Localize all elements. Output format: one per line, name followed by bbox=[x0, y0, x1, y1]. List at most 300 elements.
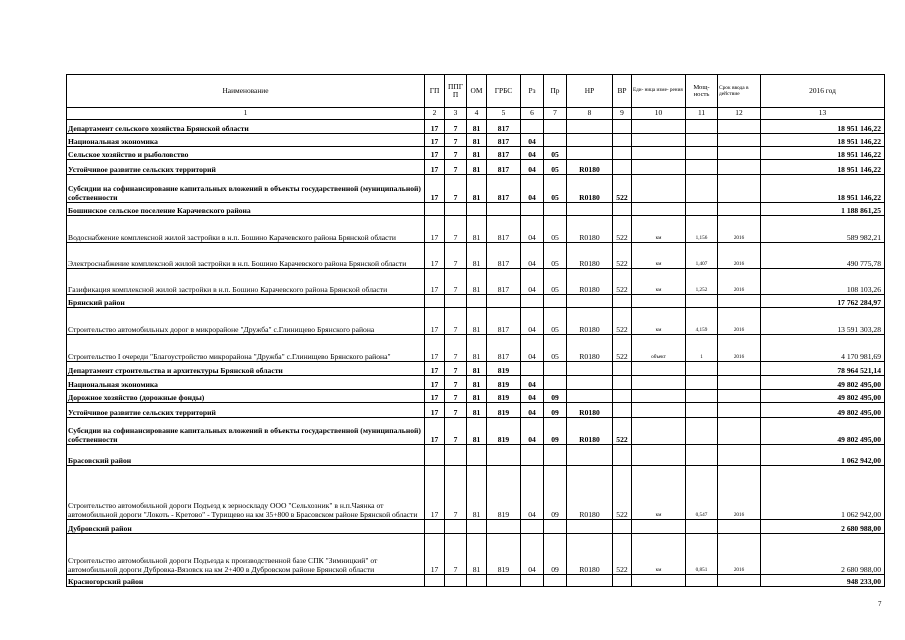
cell-vr bbox=[613, 445, 632, 466]
cell-name: Газификация комплексной жилой застройки в н.п. Бошино Карачевского района Брянской области bbox=[67, 269, 425, 295]
column-number: 1 bbox=[67, 108, 425, 120]
cell-grbs: 817 bbox=[487, 335, 521, 362]
cell-power: 1 bbox=[686, 335, 718, 362]
cell-om bbox=[467, 575, 487, 587]
cell-power: 0,851 bbox=[686, 534, 718, 575]
cell-amount: 13 591 303,28 bbox=[761, 308, 885, 335]
table-row bbox=[67, 575, 885, 587]
cell-term: 2016 bbox=[718, 269, 761, 295]
cell-power bbox=[686, 147, 718, 160]
cell-gp: 17 bbox=[425, 147, 445, 160]
cell-term bbox=[718, 295, 761, 308]
cell-amount: 17 762 284,97 bbox=[761, 295, 885, 308]
table-row bbox=[67, 216, 885, 243]
header-term: Срок ввода в действие bbox=[718, 75, 761, 108]
cell-om: 81 bbox=[467, 390, 487, 403]
cell-term: 2016 bbox=[718, 534, 761, 575]
cell-pr: 05 bbox=[544, 160, 567, 175]
column-number: 6 bbox=[521, 108, 544, 120]
cell-ppgp: 7 bbox=[445, 403, 467, 418]
cell-ppgp: 7 bbox=[445, 534, 467, 575]
cell-nr bbox=[567, 134, 613, 147]
column-number: 13 bbox=[761, 108, 885, 120]
cell-unit bbox=[632, 147, 686, 160]
header-unit: Еди- ница изме- рения bbox=[632, 75, 686, 108]
cell-vr bbox=[613, 575, 632, 587]
cell-rz: 04 bbox=[521, 390, 544, 403]
cell-rz: 04 bbox=[521, 175, 544, 203]
cell-nr: R0180 bbox=[567, 160, 613, 175]
cell-om: 81 bbox=[467, 147, 487, 160]
table-row bbox=[67, 175, 885, 203]
cell-nr: R0180 bbox=[567, 403, 613, 418]
cell-nr: R0180 bbox=[567, 269, 613, 295]
cell-power: 1,407 bbox=[686, 243, 718, 269]
cell-rz bbox=[521, 445, 544, 466]
cell-power: 0,547 bbox=[686, 466, 718, 520]
cell-vr: 522 bbox=[613, 466, 632, 520]
cell-nr bbox=[567, 445, 613, 466]
cell-ppgp: 7 bbox=[445, 175, 467, 203]
cell-nr: R0180 bbox=[567, 335, 613, 362]
cell-grbs: 817 bbox=[487, 175, 521, 203]
cell-pr bbox=[544, 376, 567, 390]
cell-nr bbox=[567, 520, 613, 534]
header-nr: НР bbox=[567, 75, 613, 108]
table-row bbox=[67, 308, 885, 335]
cell-amount: 2 680 988,00 bbox=[761, 520, 885, 534]
cell-gp: 17 bbox=[425, 243, 445, 269]
cell-unit bbox=[632, 175, 686, 203]
cell-nr: R0180 bbox=[567, 216, 613, 243]
header-rz: Рз bbox=[521, 75, 544, 108]
cell-gp: 17 bbox=[425, 390, 445, 403]
cell-rz: 04 bbox=[521, 147, 544, 160]
cell-name: Департамент сельского хозяйства Брянской области bbox=[67, 120, 425, 134]
cell-gp: 17 bbox=[425, 376, 445, 390]
cell-grbs: 819 bbox=[487, 534, 521, 575]
column-number: 8 bbox=[567, 108, 613, 120]
cell-om: 81 bbox=[467, 335, 487, 362]
cell-term bbox=[718, 160, 761, 175]
cell-gp bbox=[425, 203, 445, 216]
header-row bbox=[67, 75, 885, 108]
cell-amount: 18 951 146,22 bbox=[761, 134, 885, 147]
cell-power bbox=[686, 376, 718, 390]
cell-gp bbox=[425, 295, 445, 308]
cell-rz: 04 bbox=[521, 216, 544, 243]
cell-term: 2016 bbox=[718, 308, 761, 335]
cell-gp bbox=[425, 575, 445, 587]
table-row bbox=[67, 362, 885, 376]
cell-om bbox=[467, 520, 487, 534]
cell-term bbox=[718, 134, 761, 147]
cell-om: 81 bbox=[467, 134, 487, 147]
cell-grbs: 817 bbox=[487, 120, 521, 134]
cell-rz bbox=[521, 520, 544, 534]
cell-vr: 522 bbox=[613, 243, 632, 269]
cell-rz: 04 bbox=[521, 418, 544, 445]
cell-name: Строительство автомобильной дороги Подъезда к производственной базе СПК "Зимницкий" от автомобильной дороги Дубровка-Вязовск на км 2+400 в Дубровском районе Брянской области bbox=[67, 534, 425, 575]
cell-power: 1,252 bbox=[686, 269, 718, 295]
cell-grbs: 819 bbox=[487, 403, 521, 418]
cell-nr: R0180 bbox=[567, 243, 613, 269]
cell-name: Субсидии на софинансирование капитальных вложений в объекты государственной (муниципальной) собственности bbox=[67, 418, 425, 445]
cell-rz: 04 bbox=[521, 308, 544, 335]
cell-grbs: 817 bbox=[487, 160, 521, 175]
cell-om: 81 bbox=[467, 120, 487, 134]
cell-vr bbox=[613, 376, 632, 390]
cell-pr: 05 bbox=[544, 175, 567, 203]
cell-rz: 04 bbox=[521, 243, 544, 269]
cell-nr: R0180 bbox=[567, 308, 613, 335]
cell-term bbox=[718, 175, 761, 203]
column-numbers-row bbox=[67, 108, 885, 120]
cell-grbs bbox=[487, 295, 521, 308]
cell-rz: 04 bbox=[521, 376, 544, 390]
table-row bbox=[67, 147, 885, 160]
cell-pr bbox=[544, 203, 567, 216]
table-row bbox=[67, 203, 885, 216]
cell-name: Бошинское сельское поселение Карачевского района bbox=[67, 203, 425, 216]
cell-grbs: 817 bbox=[487, 269, 521, 295]
cell-pr: 05 bbox=[544, 308, 567, 335]
cell-nr bbox=[567, 575, 613, 587]
cell-vr bbox=[613, 362, 632, 376]
cell-rz: 04 bbox=[521, 403, 544, 418]
cell-pr bbox=[544, 575, 567, 587]
cell-unit bbox=[632, 418, 686, 445]
cell-amount: 18 951 146,22 bbox=[761, 147, 885, 160]
cell-power: 4,159 bbox=[686, 308, 718, 335]
cell-nr: R0180 bbox=[567, 418, 613, 445]
cell-name: Национальная экономика bbox=[67, 376, 425, 390]
cell-unit: км bbox=[632, 243, 686, 269]
cell-ppgp bbox=[445, 575, 467, 587]
cell-rz bbox=[521, 295, 544, 308]
cell-unit bbox=[632, 376, 686, 390]
cell-power bbox=[686, 418, 718, 445]
cell-vr bbox=[613, 203, 632, 216]
table-row bbox=[67, 403, 885, 418]
cell-vr: 522 bbox=[613, 175, 632, 203]
table-row bbox=[67, 520, 885, 534]
cell-nr: R0180 bbox=[567, 534, 613, 575]
cell-amount: 589 982,21 bbox=[761, 216, 885, 243]
cell-om: 81 bbox=[467, 376, 487, 390]
cell-rz: 04 bbox=[521, 269, 544, 295]
cell-term bbox=[718, 362, 761, 376]
cell-vr bbox=[613, 160, 632, 175]
cell-ppgp: 7 bbox=[445, 335, 467, 362]
cell-nr bbox=[567, 362, 613, 376]
cell-gp: 17 bbox=[425, 466, 445, 520]
cell-rz: 04 bbox=[521, 534, 544, 575]
cell-gp: 17 bbox=[425, 134, 445, 147]
cell-name: Брасовский район bbox=[67, 445, 425, 466]
cell-rz: 04 bbox=[521, 466, 544, 520]
cell-unit bbox=[632, 390, 686, 403]
cell-pr bbox=[544, 520, 567, 534]
cell-gp: 17 bbox=[425, 335, 445, 362]
cell-amount: 18 951 146,22 bbox=[761, 160, 885, 175]
cell-ppgp: 7 bbox=[445, 216, 467, 243]
cell-unit bbox=[632, 445, 686, 466]
header-power: Мощ- ность bbox=[686, 75, 718, 108]
cell-ppgp: 7 bbox=[445, 269, 467, 295]
cell-grbs bbox=[487, 203, 521, 216]
cell-nr bbox=[567, 295, 613, 308]
header-pr: Пр bbox=[544, 75, 567, 108]
cell-power bbox=[686, 134, 718, 147]
cell-amount: 1 062 942,00 bbox=[761, 466, 885, 520]
cell-unit: объект bbox=[632, 335, 686, 362]
cell-power bbox=[686, 520, 718, 534]
cell-om: 81 bbox=[467, 175, 487, 203]
cell-name: Устойчивое развитие сельских территорий bbox=[67, 403, 425, 418]
table-row bbox=[67, 466, 885, 520]
cell-name: Строительство I очереди "Благоустройство микрорайона "Дружба" с.Глинищево Брянского района" bbox=[67, 335, 425, 362]
budget-table bbox=[66, 74, 885, 587]
cell-term bbox=[718, 403, 761, 418]
cell-power bbox=[686, 175, 718, 203]
cell-om bbox=[467, 203, 487, 216]
cell-grbs: 817 bbox=[487, 134, 521, 147]
cell-unit bbox=[632, 575, 686, 587]
cell-grbs: 819 bbox=[487, 466, 521, 520]
cell-gp: 17 bbox=[425, 308, 445, 335]
cell-ppgp bbox=[445, 295, 467, 308]
cell-rz: 04 bbox=[521, 335, 544, 362]
cell-grbs: 817 bbox=[487, 308, 521, 335]
header-grbs: ГРБС bbox=[487, 75, 521, 108]
cell-power bbox=[686, 362, 718, 376]
cell-pr bbox=[544, 362, 567, 376]
cell-amount: 2 680 988,00 bbox=[761, 534, 885, 575]
cell-term bbox=[718, 120, 761, 134]
cell-vr: 522 bbox=[613, 418, 632, 445]
column-number: 5 bbox=[487, 108, 521, 120]
header-ppgp: ППГП bbox=[445, 75, 467, 108]
cell-rz bbox=[521, 120, 544, 134]
cell-pr bbox=[544, 295, 567, 308]
cell-unit: км bbox=[632, 308, 686, 335]
cell-gp: 17 bbox=[425, 534, 445, 575]
cell-vr bbox=[613, 403, 632, 418]
cell-pr bbox=[544, 134, 567, 147]
cell-term bbox=[718, 390, 761, 403]
cell-unit: км bbox=[632, 466, 686, 520]
cell-ppgp: 7 bbox=[445, 390, 467, 403]
cell-nr bbox=[567, 120, 613, 134]
table-row bbox=[67, 418, 885, 445]
cell-pr bbox=[544, 120, 567, 134]
cell-amount: 18 951 146,22 bbox=[761, 175, 885, 203]
cell-power bbox=[686, 445, 718, 466]
table-row bbox=[67, 295, 885, 308]
cell-unit: км bbox=[632, 534, 686, 575]
cell-om: 81 bbox=[467, 403, 487, 418]
cell-om: 81 bbox=[467, 534, 487, 575]
cell-term bbox=[718, 445, 761, 466]
cell-ppgp: 7 bbox=[445, 120, 467, 134]
cell-grbs: 817 bbox=[487, 216, 521, 243]
column-number: 7 bbox=[544, 108, 567, 120]
cell-gp: 17 bbox=[425, 418, 445, 445]
cell-power bbox=[686, 203, 718, 216]
cell-grbs: 819 bbox=[487, 362, 521, 376]
cell-grbs: 819 bbox=[487, 418, 521, 445]
cell-amount: 49 802 495,00 bbox=[761, 376, 885, 390]
cell-amount: 490 775,78 bbox=[761, 243, 885, 269]
cell-amount: 1 062 942,00 bbox=[761, 445, 885, 466]
cell-vr: 522 bbox=[613, 308, 632, 335]
column-number: 4 bbox=[467, 108, 487, 120]
cell-name: Национальная экономика bbox=[67, 134, 425, 147]
cell-gp: 17 bbox=[425, 160, 445, 175]
header-gp: ГП bbox=[425, 75, 445, 108]
cell-name: Строительство автомобильных дорог в микрорайоне "Дружба" с.Глинищево Брянского района bbox=[67, 308, 425, 335]
cell-om: 81 bbox=[467, 308, 487, 335]
cell-power bbox=[686, 120, 718, 134]
cell-vr bbox=[613, 120, 632, 134]
cell-grbs: 817 bbox=[487, 147, 521, 160]
column-number: 11 bbox=[686, 108, 718, 120]
cell-nr bbox=[567, 390, 613, 403]
header-om: ОМ bbox=[467, 75, 487, 108]
cell-term bbox=[718, 575, 761, 587]
cell-rz: 04 bbox=[521, 134, 544, 147]
cell-pr: 05 bbox=[544, 269, 567, 295]
cell-amount: 4 170 981,69 bbox=[761, 335, 885, 362]
cell-term bbox=[718, 520, 761, 534]
cell-vr bbox=[613, 520, 632, 534]
cell-name: Строительство автомобильной дороги Подъезд к зерноскладу ООО "Сельхозник" в н.п.Чаянка от автомобильной дороги "Локоть - Кретово" - Турищево на км 35+800 в Брасовском районе Брянской области bbox=[67, 466, 425, 520]
cell-power bbox=[686, 160, 718, 175]
cell-grbs: 819 bbox=[487, 390, 521, 403]
cell-grbs bbox=[487, 575, 521, 587]
cell-pr: 09 bbox=[544, 403, 567, 418]
cell-name: Красногорский район bbox=[67, 575, 425, 587]
cell-pr: 09 bbox=[544, 466, 567, 520]
cell-unit bbox=[632, 120, 686, 134]
cell-om: 81 bbox=[467, 418, 487, 445]
cell-amount: 18 951 146,22 bbox=[761, 120, 885, 134]
cell-power: 1,156 bbox=[686, 216, 718, 243]
cell-vr bbox=[613, 134, 632, 147]
table-row bbox=[67, 243, 885, 269]
table-row bbox=[67, 335, 885, 362]
cell-term bbox=[718, 418, 761, 445]
cell-term: 2016 bbox=[718, 243, 761, 269]
column-number: 3 bbox=[445, 108, 467, 120]
cell-om: 81 bbox=[467, 362, 487, 376]
cell-name: Сельское хозяйство и рыболовство bbox=[67, 147, 425, 160]
cell-unit bbox=[632, 203, 686, 216]
cell-unit bbox=[632, 520, 686, 534]
cell-vr: 522 bbox=[613, 216, 632, 243]
cell-name: Устойчивое развитие сельских территорий bbox=[67, 160, 425, 175]
cell-nr bbox=[567, 203, 613, 216]
cell-name: Электроснабжение комплексной жилой застройки в н.п. Бошино Карачевского района Брянской области bbox=[67, 243, 425, 269]
cell-rz bbox=[521, 362, 544, 376]
cell-nr: R0180 bbox=[567, 175, 613, 203]
cell-gp bbox=[425, 445, 445, 466]
cell-pr: 05 bbox=[544, 335, 567, 362]
cell-ppgp: 7 bbox=[445, 308, 467, 335]
cell-gp: 17 bbox=[425, 269, 445, 295]
cell-ppgp bbox=[445, 445, 467, 466]
cell-unit bbox=[632, 134, 686, 147]
cell-pr: 09 bbox=[544, 418, 567, 445]
cell-term: 2016 bbox=[718, 466, 761, 520]
cell-power bbox=[686, 403, 718, 418]
cell-unit: км bbox=[632, 269, 686, 295]
cell-name: Брянский район bbox=[67, 295, 425, 308]
cell-name: Водоснабжение комплексной жилой застройки в н.п. Бошино Карачевского района Брянской области bbox=[67, 216, 425, 243]
table-row bbox=[67, 134, 885, 147]
cell-term bbox=[718, 203, 761, 216]
cell-gp: 17 bbox=[425, 362, 445, 376]
cell-unit bbox=[632, 160, 686, 175]
cell-ppgp: 7 bbox=[445, 134, 467, 147]
table-row bbox=[67, 390, 885, 403]
cell-vr bbox=[613, 295, 632, 308]
cell-grbs: 817 bbox=[487, 243, 521, 269]
cell-om: 81 bbox=[467, 466, 487, 520]
cell-amount: 49 802 495,00 bbox=[761, 390, 885, 403]
cell-ppgp: 7 bbox=[445, 147, 467, 160]
cell-vr: 522 bbox=[613, 335, 632, 362]
cell-nr bbox=[567, 376, 613, 390]
cell-rz bbox=[521, 575, 544, 587]
cell-ppgp bbox=[445, 520, 467, 534]
cell-nr bbox=[567, 147, 613, 160]
cell-om: 81 bbox=[467, 160, 487, 175]
cell-amount: 49 802 495,00 bbox=[761, 418, 885, 445]
cell-amount: 108 103,26 bbox=[761, 269, 885, 295]
cell-term bbox=[718, 376, 761, 390]
cell-ppgp: 7 bbox=[445, 362, 467, 376]
cell-term: 2016 bbox=[718, 335, 761, 362]
table-row bbox=[67, 120, 885, 134]
cell-gp: 17 bbox=[425, 216, 445, 243]
column-number: 2 bbox=[425, 108, 445, 120]
page-number: 7 bbox=[878, 600, 882, 608]
cell-nr: R0180 bbox=[567, 466, 613, 520]
cell-pr: 05 bbox=[544, 216, 567, 243]
cell-ppgp: 7 bbox=[445, 376, 467, 390]
header-vr: ВР bbox=[613, 75, 632, 108]
header-year: 2016 год bbox=[761, 75, 885, 108]
cell-pr: 09 bbox=[544, 534, 567, 575]
cell-ppgp: 7 bbox=[445, 160, 467, 175]
cell-unit bbox=[632, 362, 686, 376]
cell-om bbox=[467, 295, 487, 308]
cell-name: Дорожное хозяйство (дорожные фонды) bbox=[67, 390, 425, 403]
cell-ppgp bbox=[445, 203, 467, 216]
cell-name: Субсидии на софинансирование капитальных вложений в объекты государственной (муниципальной) собственности bbox=[67, 175, 425, 203]
cell-rz bbox=[521, 203, 544, 216]
cell-vr: 522 bbox=[613, 269, 632, 295]
cell-term: 2016 bbox=[718, 216, 761, 243]
cell-amount: 948 233,00 bbox=[761, 575, 885, 587]
cell-pr: 05 bbox=[544, 243, 567, 269]
cell-gp: 17 bbox=[425, 120, 445, 134]
cell-vr: 522 bbox=[613, 534, 632, 575]
table-row bbox=[67, 160, 885, 175]
cell-power bbox=[686, 390, 718, 403]
